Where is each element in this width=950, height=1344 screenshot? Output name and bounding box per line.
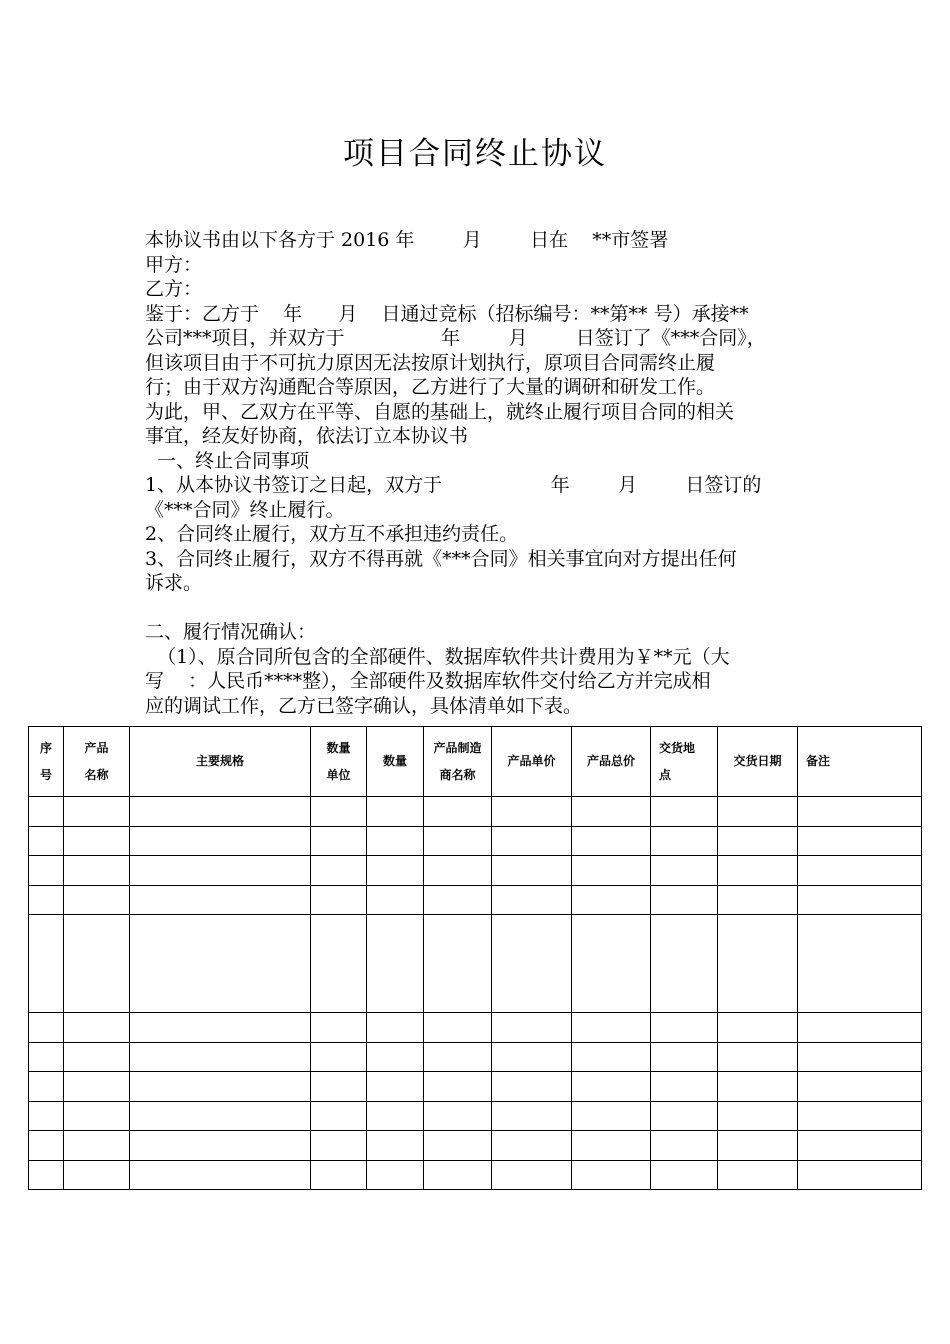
table-cell	[311, 915, 367, 1013]
table-cell	[492, 1072, 572, 1102]
table-cell	[572, 856, 651, 886]
table-cell	[572, 1160, 651, 1190]
table-row	[29, 1042, 922, 1072]
table-cell	[424, 856, 492, 886]
table-cell	[424, 1101, 492, 1131]
table-cell	[29, 1042, 64, 1072]
table-cell	[492, 797, 572, 827]
table-cell	[367, 915, 424, 1013]
table-row	[29, 1101, 922, 1131]
section2-line: （1）、原合同所包含的全部硬件、数据库软件共计费用为￥**元（大	[145, 645, 730, 668]
table-cell	[311, 826, 367, 856]
table-cell	[798, 885, 922, 915]
table-cell	[367, 885, 424, 915]
table-cell	[130, 826, 311, 856]
table-row	[29, 826, 922, 856]
header-quantity: 数量	[367, 727, 424, 797]
table-cell	[64, 826, 130, 856]
header-seq: 序 号	[29, 727, 64, 797]
table-cell	[718, 1131, 798, 1161]
table-cell	[572, 1131, 651, 1161]
table-cell	[718, 1013, 798, 1043]
table-row	[29, 1072, 922, 1102]
section1-line: 2、合同终止履行，双方互不承担违约责任。	[145, 523, 519, 545]
section1-heading: 一、终止合同事项	[145, 449, 310, 472]
table-cell	[651, 885, 718, 915]
header-remark: 备注	[798, 727, 922, 797]
table-cell	[424, 1160, 492, 1190]
table-cell	[572, 1072, 651, 1102]
table-cell	[492, 856, 572, 886]
table-cell	[29, 797, 64, 827]
table-cell	[492, 1013, 572, 1043]
table-cell	[651, 915, 718, 1013]
table-cell	[798, 1042, 922, 1072]
table-cell	[572, 1013, 651, 1043]
table-cell	[651, 1013, 718, 1043]
table-cell	[64, 1131, 130, 1161]
party-a-line: 甲方：	[145, 253, 203, 276]
table-cell	[29, 885, 64, 915]
header-manufacturer: 产品制造 商名称	[424, 727, 492, 797]
table-cell	[367, 1042, 424, 1072]
table-cell	[367, 1072, 424, 1102]
table-cell	[424, 1131, 492, 1161]
table-cell	[367, 1160, 424, 1190]
table-cell	[798, 1131, 922, 1161]
table-cell	[130, 1042, 311, 1072]
header-unit-price: 产品单价	[492, 727, 572, 797]
section2-heading: 二、履行情况确认：	[145, 621, 317, 643]
whereas-line: 但该项目由于不可抗力原因无法按原计划执行，原项目合同需终止履	[145, 351, 716, 374]
table-cell	[64, 1042, 130, 1072]
table-cell	[29, 826, 64, 856]
table-cell	[718, 1101, 798, 1131]
table-cell	[64, 885, 130, 915]
table-cell	[29, 1013, 64, 1043]
table-cell	[492, 1042, 572, 1072]
table-cell	[492, 1101, 572, 1131]
table-cell	[572, 797, 651, 827]
table-cell	[29, 856, 64, 886]
table-cell	[718, 1160, 798, 1190]
header-product-name: 产品 名称	[64, 727, 130, 797]
table-cell	[29, 1072, 64, 1102]
table-cell	[130, 885, 311, 915]
header-unit: 数量 单位	[311, 727, 367, 797]
header-total-price: 产品总价	[572, 727, 651, 797]
table-cell	[424, 826, 492, 856]
table-cell	[130, 797, 311, 827]
table-cell	[798, 1101, 922, 1131]
table-cell	[367, 856, 424, 886]
table-cell	[492, 1160, 572, 1190]
table-cell	[130, 1101, 311, 1131]
table-cell	[64, 1013, 130, 1043]
header-delivery-place: 交货地 点	[651, 727, 718, 797]
table-cell	[572, 915, 651, 1013]
whereas-line: 鉴于：乙方于 年 月 日通过竞标（招标编号：**第** 号）承接**	[145, 302, 749, 325]
table-header-row	[29, 727, 922, 797]
table-cell	[718, 856, 798, 886]
table-cell	[367, 1013, 424, 1043]
table-cell	[130, 1013, 311, 1043]
table-row	[29, 1131, 922, 1161]
table-cell	[64, 856, 130, 886]
table-cell	[572, 1042, 651, 1072]
whereas-line: 行；由于双方沟通配合等原因，乙方进行了大量的调研和研发工作。	[145, 376, 716, 398]
table-cell	[311, 1101, 367, 1131]
section2-line: 应的调试工作，乙方已签字确认，具体清单如下表。	[145, 694, 583, 717]
header-spec: 主要规格	[130, 727, 311, 797]
table-cell	[798, 1013, 922, 1043]
agreement-body	[145, 228, 810, 718]
table-cell	[64, 797, 130, 827]
table-row	[29, 915, 922, 1013]
table-cell	[311, 797, 367, 827]
table-cell	[651, 1072, 718, 1102]
table-cell	[651, 1042, 718, 1072]
table-cell	[311, 856, 367, 886]
intro-line: 本协议书由以下各方于 2016 年 月 日在 **市签署	[145, 229, 669, 251]
table-cell	[798, 797, 922, 827]
table-cell	[492, 915, 572, 1013]
table-cell	[311, 1131, 367, 1161]
table-cell	[311, 1013, 367, 1043]
table-row	[29, 1160, 922, 1190]
table-cell	[718, 1072, 798, 1102]
table-row	[29, 797, 922, 827]
table-cell	[651, 797, 718, 827]
table-row	[29, 1013, 922, 1043]
document-title: 项目合同终止协议	[343, 136, 607, 172]
table-cell	[311, 1072, 367, 1102]
party-b-line: 乙方：	[145, 278, 203, 300]
table-cell	[424, 1013, 492, 1043]
table-cell	[572, 1101, 651, 1131]
whereas-line: 公司***项目，并双方于 年 月 日签订了《***合同》，	[145, 327, 766, 349]
section1-line: 1、从本协议书签订之日起，双方于 年 月 日签订的	[145, 474, 762, 496]
table-cell	[492, 826, 572, 856]
table-cell	[651, 1101, 718, 1131]
table-cell	[311, 885, 367, 915]
section1-line: 《***合同》终止履行。	[145, 498, 345, 521]
table-cell	[130, 1131, 311, 1161]
table-cell	[798, 1072, 922, 1102]
table-cell	[718, 826, 798, 856]
product-list-table	[28, 726, 922, 1190]
table-cell	[651, 1160, 718, 1190]
table-cell	[367, 797, 424, 827]
table-cell	[311, 1042, 367, 1072]
table-cell	[64, 1101, 130, 1131]
table-cell	[64, 1072, 130, 1102]
table-cell	[651, 826, 718, 856]
table-row	[29, 856, 922, 886]
table-cell	[718, 797, 798, 827]
table-cell	[492, 1131, 572, 1161]
table-cell	[367, 1131, 424, 1161]
table-cell	[367, 826, 424, 856]
table-cell	[311, 1160, 367, 1190]
table-cell	[798, 826, 922, 856]
whereas-line: 事宜，经友好协商，依法订立本协议书	[145, 425, 469, 447]
table-cell	[367, 1101, 424, 1131]
table-cell	[424, 1042, 492, 1072]
table-cell	[424, 797, 492, 827]
table-cell	[130, 1072, 311, 1102]
table-cell	[651, 856, 718, 886]
section1-line: 诉求。	[145, 572, 203, 594]
table-cell	[424, 1072, 492, 1102]
table-cell	[718, 885, 798, 915]
section2-line: 写 ：人民币****整），全部硬件及数据库软件交付给乙方并完成相	[145, 670, 711, 692]
table-cell	[651, 1131, 718, 1161]
table-cell	[798, 856, 922, 886]
table-cell	[572, 885, 651, 915]
table-cell	[29, 915, 64, 1013]
table-cell	[29, 1101, 64, 1131]
table-cell	[29, 1131, 64, 1161]
table-cell	[798, 1160, 922, 1190]
table-cell	[130, 1160, 311, 1190]
header-delivery-date: 交货日期	[718, 727, 798, 797]
table-cell	[424, 915, 492, 1013]
table-cell	[130, 856, 311, 886]
table-cell	[798, 915, 922, 1013]
table-cell	[64, 1160, 130, 1190]
table-row	[29, 885, 922, 915]
table-cell	[29, 1160, 64, 1190]
whereas-line: 为此，甲、乙双方在平等、自愿的基础上，就终止履行项目合同的相关	[145, 400, 735, 423]
table-cell	[572, 826, 651, 856]
table-cell	[492, 885, 572, 915]
section1-line: 3、合同终止履行，双方不得再就《***合同》相关事宜向对方提出任何	[145, 547, 737, 570]
table-cell	[424, 885, 492, 915]
table-cell	[718, 1042, 798, 1072]
spacer	[145, 596, 810, 621]
table-cell	[130, 915, 311, 1013]
table-cell	[64, 915, 130, 1013]
table-cell	[718, 915, 798, 1013]
